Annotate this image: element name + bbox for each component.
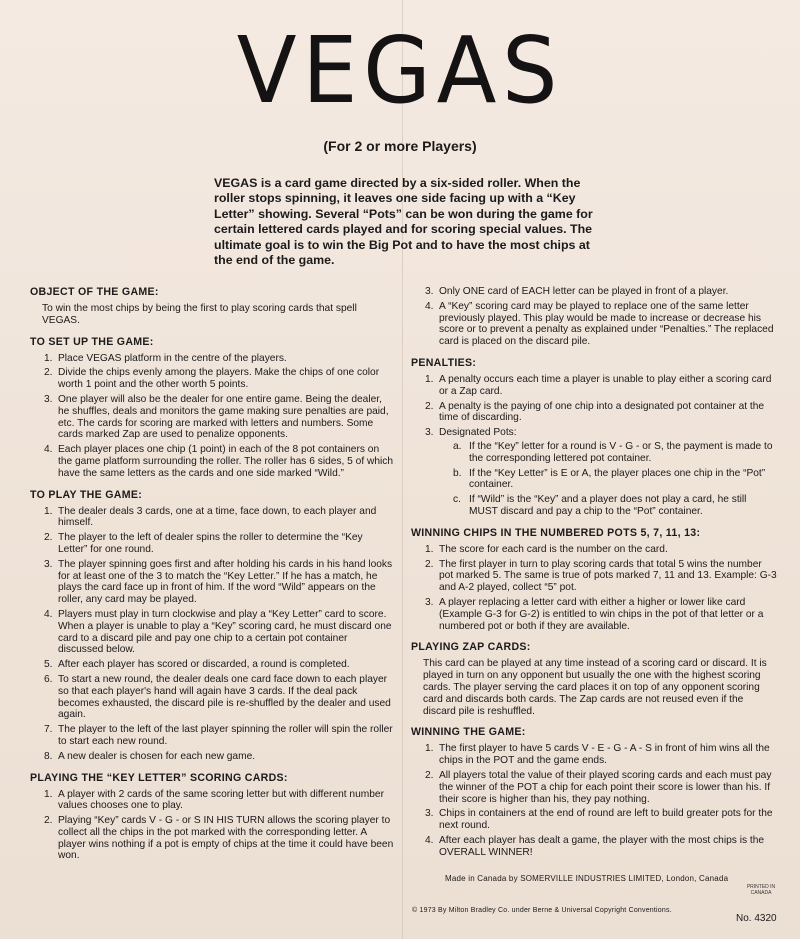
sub-item-letter: b. (453, 467, 462, 479)
section-heading: PLAYING THE “KEY LETTER” SCORING CARDS: (30, 771, 288, 784)
item-number: 2. (425, 558, 434, 570)
item-text: Divide the chips evenly among the players. Make the chips of one color worth 1 point and the other worth 5 points. (58, 367, 380, 391)
item-number: 8. (44, 750, 53, 762)
item-text: The dealer deals 3 cards, one at a time, face down, to each player and himself. (58, 505, 377, 529)
item-text: The first player to have 5 cards V - E - G - A - S in front of him wins all the chips in the POT and the game ends. (439, 743, 770, 767)
item-number: 3. (425, 286, 434, 297)
manufacturer-line: Made in Canada by SOMERVILLE INDUSTRIES LIMITED, London, Canada (445, 874, 729, 883)
item-number: 4. (425, 834, 434, 846)
list-item (411, 427, 777, 518)
item-number: 4. (425, 300, 434, 312)
sub-item-text: If the “Key Letter” is E or A, the player places one chip in the “Pot” container. (469, 467, 766, 491)
list-item (411, 597, 777, 632)
item-number: 1. (425, 373, 434, 385)
item-number: 3. (44, 393, 53, 405)
sub-item (439, 468, 777, 492)
list-item (30, 609, 394, 656)
item-text: Each player places one chip (1 point) in each of the 8 pot containers on the game platform surrounding the roller. The roller has 6 sides, 5 of which have the same letters as the cards and one side marked “Wild.” (58, 444, 394, 479)
item-number: 2. (44, 532, 53, 544)
sub-item-text: If “Wild” is the “Key” and a player does not play a card, he still MUST discard and pay a chip to the “Pot” container. (469, 494, 747, 517)
item-number: 7. (44, 724, 53, 736)
section-setup (30, 336, 394, 480)
section-key-letter (30, 772, 394, 863)
list-item (30, 353, 394, 365)
list-item (30, 724, 394, 748)
list-item (411, 835, 777, 859)
list-item (30, 394, 394, 441)
section-play (30, 489, 394, 763)
item-text: Only ONE card of EACH letter can be played in front of a player. (439, 286, 729, 297)
section-heading: WINNING CHIPS IN THE NUMBERED POTS 5, 7, 11, 13: (411, 526, 701, 539)
item-text: Place VEGAS platform in the centre of the players. (58, 352, 287, 364)
list-item (30, 559, 394, 606)
player-count-subtitle: (For 2 or more Players) (323, 138, 477, 154)
item-text: A player replacing a letter card with either a higher or lower like card (Example G-3 for G-2) is entitled to win chips in the pot of that letter or a numbered pot or both if they are available. (439, 596, 764, 632)
section-penalties (411, 357, 777, 518)
copyright-line: © 1973 By Milton Bradley Co. under Berne & Universal Copyright Conventions. (412, 907, 672, 914)
item-number: 1. (425, 743, 434, 755)
item-number: 6. (44, 673, 53, 685)
list-item (30, 532, 394, 556)
list-item (30, 506, 394, 530)
list-item (30, 789, 394, 813)
list-item (411, 401, 777, 425)
item-text: A “Key” scoring card may be played to replace one of the same letter previously played. This play would be made to increase or decrease his score or to prevent a penalty as explained under “Penalties.” The replaced card is placed on the discard pile. (439, 300, 774, 348)
list-item (411, 770, 777, 805)
item-text: The player spinning goes first and after holding his cards in his hand looks for at least one of the 3 to match the “Key Letter.” If he has a match, he plays the card face up in front of him. If the word “Wild” appears on the roller, any card may be played. (58, 558, 393, 606)
section-text: To win the most chips by being the first to play scoring cards that spell VEGAS. (42, 303, 357, 326)
item-number: 2. (425, 400, 434, 412)
section-heading: TO PLAY THE GAME: (30, 488, 143, 501)
item-number: 1. (44, 505, 53, 517)
sub-item (439, 494, 777, 518)
game-title: VEGAS (236, 17, 564, 124)
item-text: Designated Pots: (439, 427, 517, 439)
sub-item-letter: c. (453, 494, 461, 506)
list-item (30, 674, 394, 721)
list-item (411, 301, 777, 348)
catalog-number: No. 4320 (736, 913, 777, 924)
item-number: 5. (44, 659, 53, 671)
item-text: A penalty is the paying of one chip into a designated pot container at the time of discarding. (439, 400, 765, 424)
list-item (30, 659, 394, 671)
right-column (411, 286, 777, 867)
item-number: 2. (44, 367, 53, 379)
list-item (30, 751, 394, 763)
section-zap (411, 641, 777, 717)
item-number: 1. (44, 352, 53, 364)
item-text: After each player has dealt a game, the player with the most chips is the OVERALL WINNER! (439, 834, 765, 858)
list-item (411, 808, 777, 832)
item-text: The first player in turn to play scoring cards that total 5 wins the number pot marked 5. The same is true of pots marked 7, 11 and 13. Example: G-3 and A-2 played, collect “5” pot. (439, 558, 777, 594)
list-item (411, 544, 777, 556)
section-winning-chips (411, 527, 777, 633)
list-item (30, 444, 394, 479)
item-number: 2. (425, 769, 434, 781)
printed-in-canada-stamp: PRINTED IN CANADA (746, 884, 776, 896)
item-text: After each player has scored or discarded, a round is completed. (58, 659, 350, 671)
item-text: A penalty occurs each time a player is unable to play either a scoring card or a Zap card. (439, 373, 772, 397)
sub-item-text: If the “Key” letter for a round is V - G - or S, the payment is made to the corresponding lettered pot container. (469, 440, 773, 464)
item-text: A player with 2 cards of the same scoring letter but with different number values chooses one to play. (58, 788, 384, 812)
item-text: Players must play in turn clockwise and play a “Key Letter” card to score. When a player is unable to play a “Key” scoring card, he must discard one card to a discard pile and pay one chip to a certain pot container discussed below. (58, 608, 392, 656)
item-text: One player will also be the dealer for one entire game. Being the dealer, he shuffles, deals and monitors the game making sure penalties are paid, etc. The cards for scoring are marked with letters and numbers. Some cards marked Zap are used to penalize opponents. (58, 393, 389, 441)
item-number: 1. (44, 788, 53, 800)
item-number: 3. (425, 427, 434, 439)
item-number: 3. (44, 558, 53, 570)
item-text: To start a new round, the dealer deals one card face down to each player so that each player's hand will again have 3 cards. If the deal pack becomes exhausted, the discard pile is re-shuffled by the dealer and used again. (58, 673, 391, 721)
list-item (411, 743, 777, 767)
list-item (30, 815, 394, 862)
sub-item (439, 441, 777, 465)
list-item (30, 367, 394, 391)
item-number: 4. (44, 444, 53, 456)
item-text: Playing “Key” cards V - G - or S IN HIS TURN allows the scoring player to collect all the chips in the pot marked with the corresponding letter. A player wins nothing if a pot is empty of chips at the time it could have been won. (58, 815, 394, 862)
item-text: The score for each card is the number on the card. (439, 543, 668, 555)
section-object (30, 286, 394, 327)
list-item (411, 286, 777, 298)
item-text: A new dealer is chosen for each new game. (58, 750, 256, 762)
list-item (411, 559, 777, 594)
left-column (30, 286, 394, 871)
item-number: 3. (425, 596, 434, 608)
sub-item-letter: a. (453, 440, 462, 452)
section-heading: PLAYING ZAP CARDS: (411, 641, 531, 654)
item-number: 2. (44, 815, 53, 827)
item-text: The player to the left of the last player spinning the roller will spin the roller to start each new round. (58, 724, 393, 747)
section-key-letter-continued (411, 286, 777, 348)
section-heading: TO SET UP THE GAME: (30, 335, 154, 348)
section-text: This card can be played at any time instead of a scoring card or discard. It is played in turn on any opponent but usually the one with the highest scoring cards. The player serving the card places it on top of any opponent scoring card and discards both cards. The Zap cards are not reused even if the discard pile is reshuffled. (423, 658, 767, 717)
intro-paragraph: VEGAS is a card game directed by a six-sided roller. When the roller stops spinning, it leaves one side facing up with a “Key Letter” showing. Several “Pots” can be won during the game for certain lettered cards played and for scoring special values. The ultimate goal is to win the Big Pot and to have the most chips at the end of the game. (214, 176, 593, 268)
list-item (411, 374, 777, 398)
item-number: 3. (425, 808, 434, 820)
section-heading: OBJECT OF THE GAME: (30, 286, 159, 298)
section-heading: WINNING THE GAME: (411, 726, 526, 739)
item-text: The player to the left of dealer spins the roller to determine the “Key Letter” for one round. (58, 532, 363, 555)
item-text: All players total the value of their played scoring cards and each must pay the winner of the POT a chip for each point their score is lower than his. If their score is higher than his, they pay nothing. (439, 769, 772, 805)
item-text: Chips in containers at the end of round are left to build greater pots for the next round. (439, 808, 773, 832)
item-number: 1. (425, 543, 434, 555)
section-heading: PENALTIES: (411, 356, 477, 369)
item-number: 4. (44, 608, 53, 620)
section-winning (411, 726, 777, 858)
